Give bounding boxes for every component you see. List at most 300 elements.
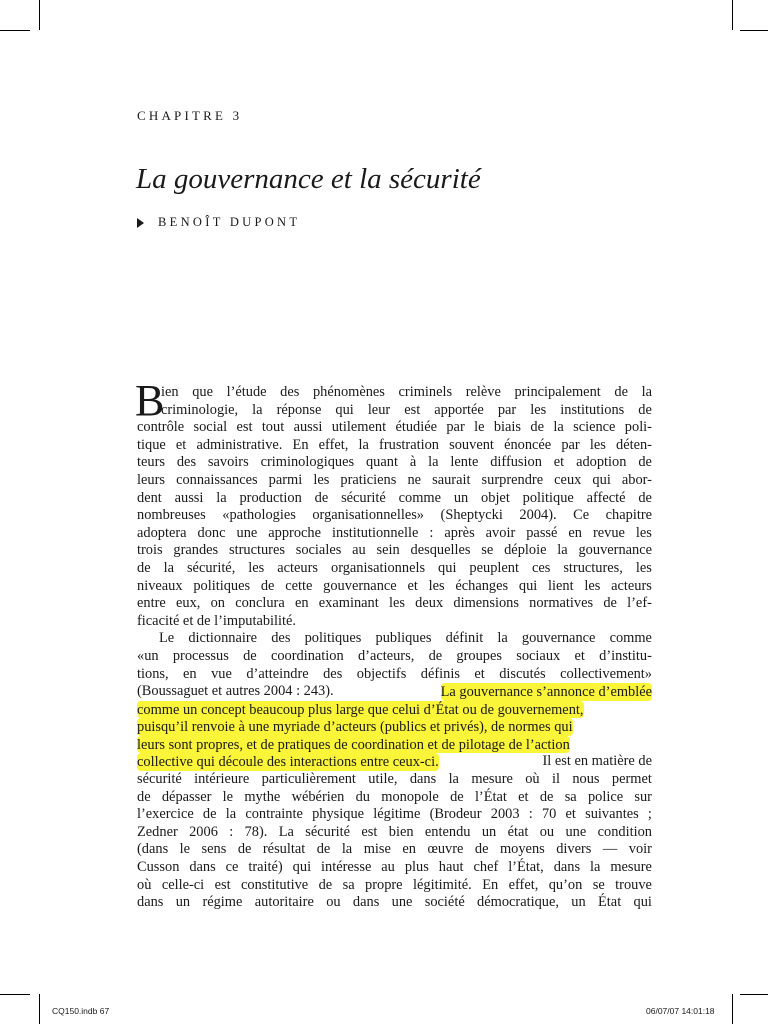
- text-line: [137, 630, 652, 648]
- word: dans: [137, 894, 164, 911]
- text-line: [137, 701, 652, 719]
- word: de: [237, 841, 252, 858]
- word: légitime: [373, 806, 421, 823]
- word: approche: [268, 524, 322, 541]
- text-line: [137, 648, 652, 666]
- word: suivantes: [585, 806, 639, 823]
- word: sociales: [295, 542, 342, 559]
- word: criminels: [398, 384, 453, 400]
- word: la: [358, 436, 369, 453]
- word: est: [361, 823, 378, 840]
- word: savoirs: [207, 454, 249, 471]
- word: autoritaire: [254, 894, 314, 911]
- word: conclura: [235, 595, 285, 612]
- word: de: [638, 454, 652, 471]
- word: les: [428, 577, 445, 594]
- word: structures: [228, 542, 285, 559]
- word: abor-: [621, 471, 652, 488]
- word: la: [497, 630, 508, 647]
- text-line: [137, 877, 652, 895]
- word: et: [553, 454, 565, 471]
- word: Le: [159, 630, 175, 647]
- word: :: [429, 524, 434, 541]
- word: de: [314, 489, 329, 506]
- word: passé: [526, 524, 558, 541]
- word: Ce: [573, 507, 590, 524]
- word: comme: [398, 489, 441, 506]
- word: un: [571, 894, 586, 911]
- crop-mark: [740, 994, 768, 995]
- word: au: [381, 859, 395, 876]
- word: société: [424, 894, 465, 911]
- word: la: [341, 841, 353, 858]
- word: on: [210, 595, 225, 612]
- text-line: [137, 806, 652, 824]
- text-line: [137, 771, 652, 789]
- word: qui: [518, 577, 538, 594]
- word: permet: [611, 771, 652, 788]
- word: une: [565, 823, 587, 840]
- word: objet: [481, 489, 510, 506]
- word: mesure: [471, 771, 513, 788]
- word: «pathologies: [222, 507, 296, 524]
- word: ces: [531, 559, 551, 576]
- word: l’étude: [226, 384, 267, 400]
- word: phénomènes: [312, 384, 385, 400]
- word: ou: [539, 823, 555, 840]
- word: en: [294, 595, 309, 612]
- word: production: [239, 489, 302, 506]
- word: nombreuses: [137, 507, 206, 524]
- word: de: [137, 559, 151, 576]
- word: sécurité: [305, 823, 351, 840]
- word: qui: [438, 559, 457, 576]
- footer-timestamp: 06/07/07 14:01:18: [646, 1006, 715, 1016]
- word: wébérien: [291, 788, 345, 805]
- word: lente: [450, 454, 479, 471]
- word: voir: [628, 841, 652, 858]
- word: collectivement»: [560, 665, 652, 682]
- word: au: [352, 542, 366, 559]
- word: par: [497, 401, 517, 418]
- word: intérieure: [194, 771, 250, 788]
- word: se: [592, 876, 605, 893]
- text-run: (Boussaguet et autres 2004 : 243).: [137, 683, 334, 700]
- word: institutions: [560, 401, 625, 418]
- word: entre: [137, 595, 166, 612]
- word: échanges: [455, 577, 509, 594]
- word: ne: [407, 471, 422, 488]
- word: énoncée: [504, 436, 552, 453]
- word: structures,: [563, 559, 623, 576]
- word: mythe: [244, 788, 281, 805]
- highlighted-text: leurs sont propres, et de pratiques de coordination et de pilotage de l’action: [137, 736, 570, 753]
- word: résultat: [262, 841, 306, 858]
- word: d’atteindre: [246, 665, 309, 682]
- word: frustration: [379, 436, 439, 453]
- word: criminologiques: [260, 454, 355, 471]
- word: il: [551, 771, 560, 788]
- word: relève: [465, 384, 501, 400]
- word: la: [428, 454, 439, 471]
- word: effet,: [318, 436, 349, 453]
- word: revue: [592, 524, 625, 541]
- word: leurs: [137, 471, 165, 488]
- word: la: [641, 384, 652, 400]
- word: organisationnels: [331, 559, 426, 576]
- text-line: [137, 683, 652, 701]
- crop-mark: [39, 0, 40, 30]
- word: science: [573, 419, 616, 436]
- word: vue: [211, 665, 232, 682]
- word: une: [391, 894, 413, 911]
- drop-cap: B: [135, 376, 165, 425]
- word: des: [271, 630, 291, 647]
- word: la: [553, 419, 564, 436]
- crop-mark: [732, 0, 733, 30]
- word: «un: [137, 647, 159, 664]
- text-line: [137, 384, 652, 402]
- word: utile,: [368, 771, 398, 788]
- word: les: [248, 559, 265, 576]
- bullet-icon: [137, 218, 144, 228]
- word: un: [453, 489, 469, 506]
- text-line: [137, 859, 652, 877]
- word: sécurité: [137, 771, 182, 788]
- word: En: [292, 436, 309, 453]
- word: les: [388, 595, 405, 612]
- word: de: [202, 806, 217, 823]
- word: contrainte: [245, 806, 303, 823]
- body-text: [137, 384, 652, 912]
- word: une: [236, 524, 258, 541]
- word: de: [260, 577, 275, 594]
- word: —: [602, 841, 618, 858]
- text-line: ficacité et de l’imputabilité.: [137, 612, 297, 629]
- word: définis: [420, 665, 460, 682]
- word: En: [482, 876, 499, 893]
- word: tions,: [137, 665, 169, 682]
- word: qu’on: [548, 876, 583, 893]
- word: la: [216, 489, 227, 506]
- text-line: [137, 894, 652, 912]
- word: dépasser: [161, 788, 212, 805]
- word: de: [428, 647, 443, 664]
- word: processus: [172, 647, 229, 664]
- word: dent: [137, 489, 162, 506]
- word: déten-: [616, 436, 652, 453]
- text-line: [137, 560, 652, 578]
- crop-mark: [0, 994, 30, 995]
- word: La: [278, 823, 294, 840]
- author-line: [137, 215, 300, 230]
- word: apportée: [434, 401, 484, 418]
- word: parmi: [268, 471, 303, 488]
- word: normatives: [529, 595, 594, 612]
- word: les: [589, 436, 606, 453]
- word: ien: [161, 384, 179, 400]
- word: déploie: [504, 542, 547, 559]
- chapter-title: La gouvernance et la sécurité: [136, 163, 481, 195]
- word: 2003: [490, 806, 520, 823]
- word: mise: [363, 841, 391, 858]
- word: de: [638, 489, 652, 506]
- word: examinant: [318, 595, 379, 612]
- word: aussi: [174, 489, 204, 506]
- word: peuplent: [469, 559, 519, 576]
- word: social: [193, 419, 228, 436]
- word: d’institu-: [599, 647, 652, 664]
- word: constitutive: [241, 876, 309, 893]
- text-line: [137, 507, 652, 525]
- word: principalement: [514, 384, 601, 400]
- word: contrôle: [137, 419, 185, 436]
- word: organisationnelles»: [312, 507, 424, 524]
- word: est: [404, 401, 421, 418]
- text-run: Il est en matière de: [542, 753, 652, 770]
- crop-mark: [39, 994, 40, 1024]
- word: par: [561, 436, 580, 453]
- word: divers: [556, 841, 592, 858]
- word: démocratique,: [477, 894, 559, 911]
- word: moyens: [499, 841, 545, 858]
- word: trouve: [615, 876, 652, 893]
- text-line: [137, 437, 652, 455]
- text-line: [137, 753, 652, 771]
- word: sur: [634, 788, 652, 805]
- word: un: [481, 823, 497, 840]
- author-name: BENOÎT DUPONT: [158, 215, 301, 229]
- word: de: [450, 788, 464, 805]
- highlighted-text: La gouvernance s’annonce d’emblée: [440, 684, 652, 701]
- word: coordination: [270, 647, 344, 664]
- text-line: [137, 454, 652, 472]
- text-line: [137, 789, 652, 807]
- word: aussi: [293, 419, 323, 436]
- text-line: [137, 472, 652, 490]
- footer-file-info: CQ150.indb 67: [52, 1006, 110, 1016]
- word: dans: [352, 894, 380, 911]
- word: et: [518, 788, 529, 805]
- word: du: [355, 788, 370, 805]
- word: et: [574, 647, 585, 664]
- word: qui: [335, 401, 354, 418]
- word: des: [176, 454, 197, 471]
- word: l’exercice: [137, 806, 194, 823]
- word: praticiens: [340, 471, 397, 488]
- word: monopole: [381, 788, 439, 805]
- word: leur: [367, 401, 391, 418]
- text-line: [137, 490, 652, 508]
- word: donc: [197, 524, 226, 541]
- word: et: [175, 436, 187, 453]
- word: souvent: [449, 436, 494, 453]
- text-line: [137, 841, 652, 859]
- chapter-label: CHAPITRE 3: [137, 108, 243, 123]
- word: de: [474, 841, 489, 858]
- word: de: [614, 384, 628, 400]
- crop-mark: [732, 994, 733, 1024]
- word: adoption: [576, 454, 627, 471]
- word: biais: [493, 419, 522, 436]
- word: dans: [553, 859, 581, 876]
- word: le: [179, 841, 191, 858]
- word: des: [280, 384, 300, 400]
- word: 70: [541, 806, 557, 823]
- word: réponse: [276, 401, 322, 418]
- word: de: [243, 647, 257, 664]
- word: les: [584, 577, 601, 594]
- word: le: [474, 419, 485, 436]
- word: et: [565, 806, 576, 823]
- word: un: [175, 894, 191, 911]
- word: état: [507, 823, 529, 840]
- word: entendu: [424, 823, 471, 840]
- word: les: [635, 524, 652, 541]
- word: sécurité: [341, 489, 386, 506]
- crop-mark: [740, 30, 768, 31]
- word: utilement: [331, 419, 387, 436]
- word: eux,: [175, 595, 201, 612]
- word: dans: [189, 859, 216, 876]
- word: la: [557, 542, 568, 559]
- word: adoptera: [137, 524, 187, 541]
- word: dimensions: [453, 595, 519, 612]
- word: :: [528, 806, 533, 823]
- word: par: [446, 419, 465, 436]
- word: est: [214, 876, 231, 893]
- word: est: [236, 419, 253, 436]
- text-line: [137, 419, 652, 437]
- word: 2004).: [519, 507, 557, 524]
- word: saurait: [432, 471, 471, 488]
- word: condition: [597, 823, 652, 840]
- word: l’État: [474, 788, 507, 805]
- word: où: [525, 771, 540, 788]
- word: de: [638, 401, 652, 418]
- word: bien: [388, 823, 414, 840]
- text-line: [137, 666, 652, 684]
- word: d’acteurs,: [357, 647, 415, 664]
- word: ce: [225, 859, 239, 876]
- word: qui: [633, 894, 652, 911]
- word: chef: [473, 859, 499, 876]
- word: (Sheptycki: [440, 507, 503, 524]
- word: de: [603, 595, 617, 612]
- word: administrative.: [196, 436, 283, 453]
- word: la: [590, 859, 601, 876]
- word: gouvernance: [323, 577, 397, 594]
- word: légitimité.: [413, 876, 472, 893]
- word: en: [183, 665, 197, 682]
- word: de: [318, 876, 333, 893]
- word: :: [229, 823, 234, 840]
- text-line: [137, 542, 652, 560]
- word: l’État,: [508, 859, 544, 876]
- word: et: [407, 577, 418, 594]
- word: poli-: [624, 419, 652, 436]
- word: les: [530, 401, 547, 418]
- word: acteurs: [611, 577, 652, 594]
- text-line: [137, 595, 652, 613]
- word: sein: [376, 542, 400, 559]
- word: criminologie,: [161, 401, 239, 418]
- word: où: [137, 876, 152, 893]
- word: affecté: [586, 489, 626, 506]
- highlighted-text: comme un concept beaucoup plus large que celui d’État ou de gouvernement,: [137, 701, 584, 718]
- word: de: [530, 419, 544, 436]
- word: intéresse: [321, 859, 372, 876]
- word: ;: [647, 806, 652, 823]
- word: l’ef-: [627, 595, 652, 612]
- word: œuvre: [427, 841, 464, 858]
- highlighted-text: collective qui découle des interactions entre ceux-ci.: [137, 754, 439, 771]
- word: des: [323, 665, 343, 682]
- word: police: [587, 788, 624, 805]
- word: dans: [409, 771, 437, 788]
- word: et: [474, 665, 485, 682]
- word: Cusson: [137, 859, 180, 876]
- word: politique: [522, 489, 574, 506]
- word: grandes: [173, 542, 219, 559]
- word: politiques: [304, 630, 362, 647]
- word: que: [192, 384, 213, 400]
- text-line: [137, 525, 652, 543]
- text-line: [137, 736, 652, 754]
- crop-mark: [0, 30, 30, 31]
- word: la: [448, 771, 459, 788]
- word: publiques: [375, 630, 432, 647]
- word: teurs: [137, 454, 165, 471]
- word: de: [316, 841, 331, 858]
- word: traité): [248, 859, 283, 876]
- word: connaissances: [176, 471, 258, 488]
- word: régime: [202, 894, 243, 911]
- word: objectifs: [356, 665, 407, 682]
- word: qui: [292, 859, 312, 876]
- text-line: [137, 578, 652, 596]
- word: 78).: [244, 823, 268, 840]
- word: surprendre: [481, 471, 544, 488]
- word: ou: [326, 894, 341, 911]
- word: sa: [564, 788, 577, 805]
- word: avoir: [485, 524, 516, 541]
- word: sens: [201, 841, 227, 858]
- word: en: [402, 841, 416, 858]
- text-line: [137, 824, 652, 842]
- word: comme: [609, 630, 652, 647]
- word: deux: [415, 595, 444, 612]
- word: État: [598, 894, 622, 911]
- word: discutés: [499, 665, 546, 682]
- word: niveaux: [137, 577, 183, 594]
- word: le: [222, 788, 234, 805]
- word: sociaux: [516, 647, 561, 664]
- word: sa: [342, 876, 355, 893]
- word: diffusion: [490, 454, 542, 471]
- word: de: [539, 788, 554, 805]
- word: haut: [438, 859, 464, 876]
- word: chapitre: [605, 507, 652, 524]
- text-line: [137, 402, 652, 420]
- word: politiques: [193, 577, 251, 594]
- word: desquelles: [410, 542, 471, 559]
- word: les: [313, 471, 330, 488]
- word: gouvernance: [521, 630, 596, 647]
- word: acteurs: [277, 559, 319, 576]
- word: mesure: [610, 859, 652, 876]
- word: particulièrement: [261, 771, 356, 788]
